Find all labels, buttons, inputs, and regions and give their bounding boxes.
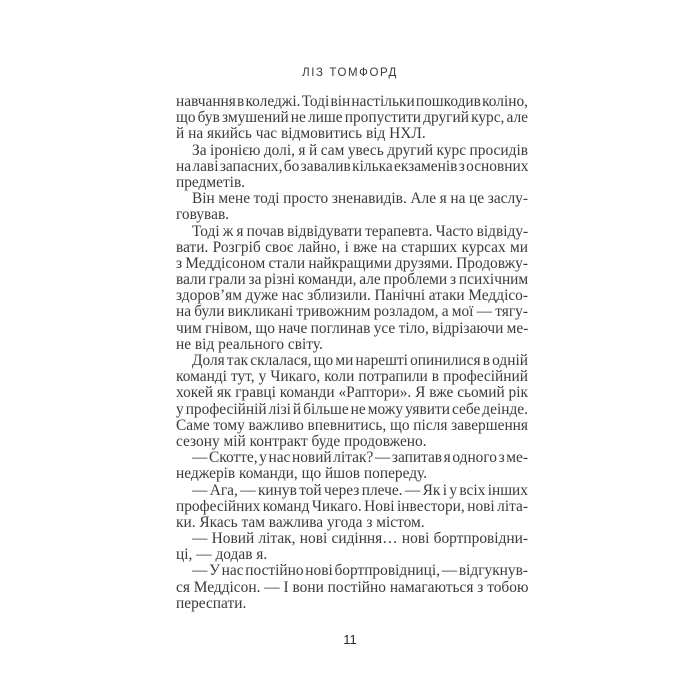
text-line: навчання в коледжі. Тоді він настільки пошкодив коліно,	[176, 93, 528, 110]
text-line: переспати.	[176, 594, 247, 612]
running-head: ЛІЗ ТОМФОРД	[302, 67, 398, 79]
text-line: — У нас постійно нові бортпровідниці, — відгукнув-	[192, 562, 528, 580]
text-line: з Меддісоном стали найкращими друзями. Продовжу-	[176, 254, 528, 272]
text-line: сезону мій контракт буде продовжено.	[176, 432, 427, 450]
text-line: говував.	[176, 206, 230, 224]
body-text	[176, 94, 528, 612]
text-line: — Ага, — кинув той через плече. — Як і у всіх інших	[192, 481, 528, 499]
text-line: у професійній лізі й більше не можу уявити себе деінде.	[176, 400, 528, 418]
page-number: 11	[343, 632, 357, 647]
text-line: ки. Якась там важлива угода з містом.	[176, 513, 425, 531]
text-line: предметів.	[176, 173, 246, 191]
text-line: вати. Розгріб своє лайно, і вже на старших курсах ми	[176, 238, 528, 256]
text-line: Він мене тоді просто зненавидів. Але я на це заслу-	[192, 190, 528, 208]
text-line: Доля так склалася, що ми нарешті опинилися в одній	[192, 352, 528, 369]
text-line: ці, — додав я.	[176, 546, 268, 564]
text-line: команді тут, у Чикаго, коли потрапили в професійний	[176, 368, 528, 386]
text-line: Тоді ж я почав відвідувати терапевта. Часто відвіду-	[192, 222, 529, 240]
text-line: на лаві запасних, бо завалив кілька екзаменів з основних	[176, 157, 529, 175]
text-line: — Скотте, у нас новий літак? — запитав я одного з ме-	[192, 449, 528, 467]
text-line: неджерів команди, що йшов попереду.	[176, 465, 428, 483]
text-line: не від реального світу.	[176, 335, 323, 353]
text-line: чим гнівом, що наче поглинав усе тіло, відрізаючи ме-	[176, 319, 529, 337]
text-line: хокей як гравці команди «Раптори». Я вже сьомий рік	[176, 384, 528, 402]
text-line: За іронією долі, я й сам увесь другий курс просидів	[192, 141, 528, 159]
text-line: й на якийсь час відмовитись від НХЛ.	[176, 125, 426, 143]
text-line: здоров’ям дуже нас зблизили. Панічні атаки Меддісо-	[176, 287, 528, 305]
text-line: на були викликані тривожним розладом, а мої — тягу-	[176, 303, 528, 321]
text-line: ся Меддісон. — І вони постійно намагаються з тобою	[176, 578, 529, 596]
text-line: що був змушений не лише пропустити другий курс, але	[176, 109, 528, 127]
text-line: Саме тому важливо впевнитись, що після завершення	[176, 416, 528, 434]
text-line: професійних команд Чикаго. Нові інвестори, нові літа-	[176, 497, 528, 515]
text-line: вали грали за різні команди, але проблеми з психічним	[176, 271, 529, 289]
text-line: — Новий літак, нові сидіння… нові бортпровідни-	[192, 530, 528, 548]
